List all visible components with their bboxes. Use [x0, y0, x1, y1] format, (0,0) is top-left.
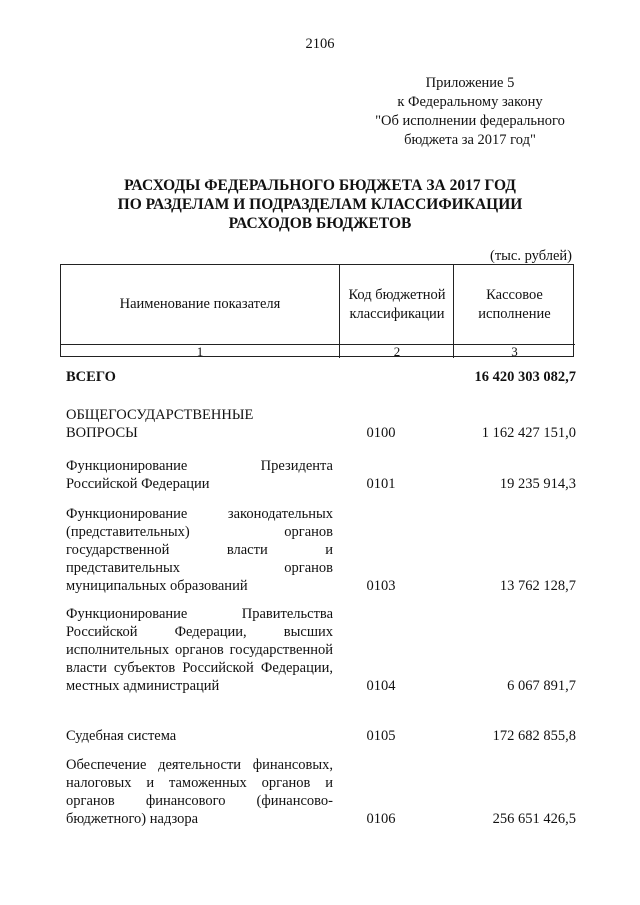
header-indicator-name-label: Наименование показателя — [119, 296, 281, 312]
title-line-3: РАСХОДОВ БЮДЖЕТОВ — [228, 215, 412, 232]
row-name: Функционирование законодательных (представительных) органов государственной власти и представительных органов муниципальных образований — [66, 506, 333, 594]
appendix-note — [360, 74, 580, 150]
appendix-line-3: "Об исполнении федерального — [375, 113, 565, 129]
table-row — [66, 756, 576, 828]
row-name: Функционирование Президента Российской Федерации — [66, 458, 333, 492]
header-cash-execution — [453, 265, 575, 344]
total-amount: 16 420 303 082,7 — [474, 369, 576, 385]
column-number-2: 2 — [339, 344, 454, 358]
row-name: Судебная система — [66, 728, 177, 744]
row-code: 0101 — [366, 476, 396, 492]
header-budget-code — [339, 265, 454, 344]
row-name: Функционирование Правительства Российской Федерации, высших исполнительных органов государственной власти субъектов Российской Федерации, местных администраций — [66, 606, 333, 694]
row-amount: 256 651 426,5 — [492, 811, 576, 827]
row-name: ОБЩЕГОСУДАРСТВЕННЫЕ ВОПРОСЫ — [66, 407, 254, 441]
row-amount: 172 682 855,8 — [492, 728, 576, 744]
row-code: 0105 — [366, 728, 396, 744]
row-amount: 19 235 914,3 — [499, 476, 576, 492]
total-label: ВСЕГО — [66, 369, 116, 385]
row-amount: 13 762 128,7 — [499, 578, 576, 594]
appendix-line-4: бюджета за 2017 год" — [404, 132, 536, 148]
column-number-1: 1 — [61, 344, 339, 358]
row-code: 0100 — [366, 425, 396, 441]
row-code: 0103 — [366, 578, 396, 594]
row-amount: 6 067 891,7 — [507, 678, 576, 694]
table-header — [60, 264, 574, 357]
document-title — [60, 176, 580, 233]
table-row — [66, 406, 576, 442]
row-amount: 1 162 427 151,0 — [481, 425, 576, 441]
column-number-3: 3 — [453, 344, 575, 358]
header-cash-execution-label: Кассовое исполнение — [478, 286, 551, 322]
units-note: (тыс. рублей) — [490, 248, 572, 264]
title-line-1: РАСХОДЫ ФЕДЕРАЛЬНОГО БЮДЖЕТА ЗА 2017 ГОД — [124, 177, 516, 194]
appendix-line-1: Приложение 5 — [425, 75, 515, 91]
row-code: 0104 — [366, 678, 396, 694]
table-row — [66, 457, 576, 493]
page-number: 2106 — [305, 36, 335, 52]
title-line-2: ПО РАЗДЕЛАМ И ПОДРАЗДЕЛАМ КЛАССИФИКАЦИИ — [117, 196, 523, 213]
appendix-line-2: к Федеральному закону — [397, 94, 543, 110]
table-row — [66, 727, 576, 745]
row-name: Обеспечение деятельности финансовых, налоговых и таможенных органов и органов финансового (финансово-бюджетного) надзора — [66, 757, 333, 827]
table-row — [66, 505, 576, 595]
row-code: 0106 — [366, 811, 396, 827]
header-budget-code-label: Код бюджетной классификации — [348, 286, 446, 322]
header-indicator-name — [61, 265, 339, 344]
table-row — [66, 605, 576, 695]
total-row — [66, 368, 576, 386]
